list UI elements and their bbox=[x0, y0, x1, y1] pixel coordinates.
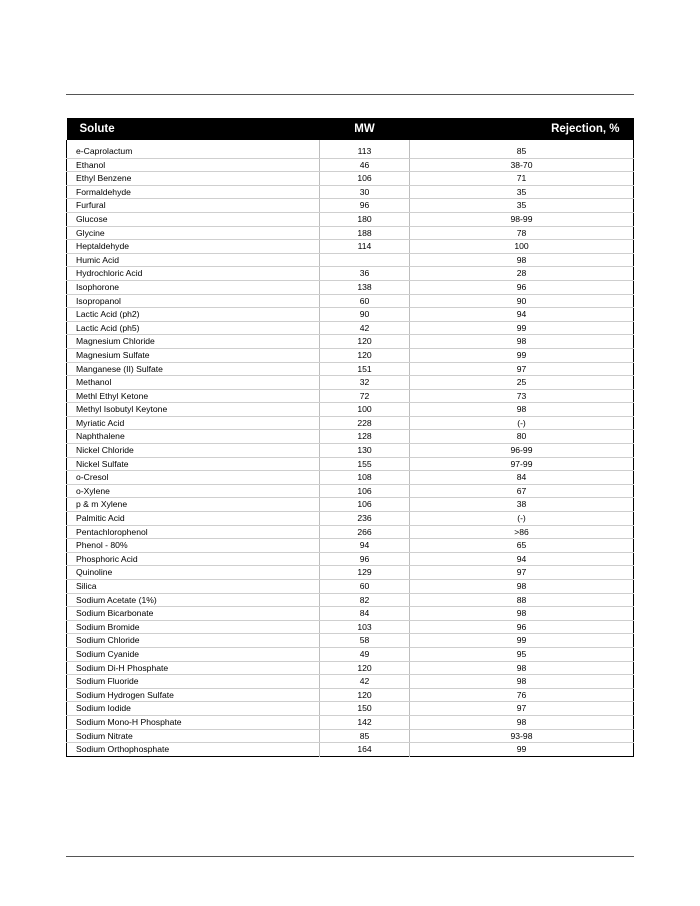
cell-mw: 46 bbox=[320, 158, 410, 172]
cell-rejection: 98 bbox=[410, 253, 634, 267]
table-row bbox=[67, 240, 634, 254]
cell-rejection: 98 bbox=[410, 403, 634, 417]
cell-rejection: 88 bbox=[410, 593, 634, 607]
cell-rejection: (-) bbox=[410, 512, 634, 526]
cell-mw: 30 bbox=[320, 185, 410, 199]
table-row bbox=[67, 348, 634, 362]
table-row bbox=[67, 620, 634, 634]
header-solute: Solute bbox=[67, 118, 320, 140]
cell-mw: 150 bbox=[320, 702, 410, 716]
cell-solute: Sodium Chloride bbox=[67, 634, 320, 648]
cell-mw bbox=[320, 253, 410, 267]
cell-solute: Sodium Bicarbonate bbox=[67, 607, 320, 621]
table-row bbox=[67, 172, 634, 186]
cell-rejection: 28 bbox=[410, 267, 634, 281]
cell-solute: Sodium Bromide bbox=[67, 620, 320, 634]
cell-solute: Sodium Di-H Phosphate bbox=[67, 661, 320, 675]
cell-rejection: 76 bbox=[410, 688, 634, 702]
table-row bbox=[67, 362, 634, 376]
cell-solute: Sodium Hydrogen Sulfate bbox=[67, 688, 320, 702]
cell-mw: 42 bbox=[320, 675, 410, 689]
cell-solute: Glycine bbox=[67, 226, 320, 240]
cell-mw: 108 bbox=[320, 471, 410, 485]
table-row bbox=[67, 715, 634, 729]
cell-mw: 142 bbox=[320, 715, 410, 729]
cell-mw: 266 bbox=[320, 525, 410, 539]
table-row bbox=[67, 253, 634, 267]
cell-solute: Ethyl Benzene bbox=[67, 172, 320, 186]
cell-solute: Naphthalene bbox=[67, 430, 320, 444]
cell-solute: o-Cresol bbox=[67, 471, 320, 485]
table-row bbox=[67, 675, 634, 689]
cell-mw: 96 bbox=[320, 552, 410, 566]
cell-solute: Sodium Acetate (1%) bbox=[67, 593, 320, 607]
cell-solute: Formaldehyde bbox=[67, 185, 320, 199]
table-row bbox=[67, 593, 634, 607]
cell-solute: Myriatic Acid bbox=[67, 416, 320, 430]
cell-rejection: 100 bbox=[410, 240, 634, 254]
cell-solute: Phosphoric Acid bbox=[67, 552, 320, 566]
cell-mw: 58 bbox=[320, 634, 410, 648]
table-row bbox=[67, 335, 634, 349]
table-row bbox=[67, 403, 634, 417]
cell-solute: e-Caprolactum bbox=[67, 145, 320, 158]
cell-rejection: 98-99 bbox=[410, 212, 634, 226]
cell-mw: 32 bbox=[320, 376, 410, 390]
table-row bbox=[67, 389, 634, 403]
cell-rejection: 99 bbox=[410, 634, 634, 648]
cell-rejection: 96 bbox=[410, 620, 634, 634]
cell-mw: 106 bbox=[320, 498, 410, 512]
cell-mw: 120 bbox=[320, 661, 410, 675]
cell-rejection: 73 bbox=[410, 389, 634, 403]
cell-rejection: 94 bbox=[410, 552, 634, 566]
cell-rejection: 67 bbox=[410, 484, 634, 498]
cell-solute: Magnesium Chloride bbox=[67, 335, 320, 349]
cell-mw: 36 bbox=[320, 267, 410, 281]
table-row bbox=[67, 185, 634, 199]
cell-mw: 129 bbox=[320, 566, 410, 580]
cell-rejection: 98 bbox=[410, 335, 634, 349]
cell-solute: Lactic Acid (ph2) bbox=[67, 308, 320, 322]
table-row bbox=[67, 634, 634, 648]
cell-solute: Methyl Isobutyl Keytone bbox=[67, 403, 320, 417]
cell-rejection: 97 bbox=[410, 566, 634, 580]
table-row bbox=[67, 661, 634, 675]
cell-mw: 60 bbox=[320, 580, 410, 594]
table-row bbox=[67, 539, 634, 553]
cell-rejection: 99 bbox=[410, 348, 634, 362]
cell-solute: Nickel Sulfate bbox=[67, 457, 320, 471]
cell-rejection: 93-98 bbox=[410, 729, 634, 743]
cell-solute: Silica bbox=[67, 580, 320, 594]
table-row bbox=[67, 607, 634, 621]
cell-rejection: 98 bbox=[410, 661, 634, 675]
table-row bbox=[67, 580, 634, 594]
cell-rejection: 99 bbox=[410, 321, 634, 335]
table-row bbox=[67, 688, 634, 702]
cell-solute: Humic Acid bbox=[67, 253, 320, 267]
cell-mw: 84 bbox=[320, 607, 410, 621]
cell-solute: Glucose bbox=[67, 212, 320, 226]
cell-solute: Palmitic Acid bbox=[67, 512, 320, 526]
cell-mw: 138 bbox=[320, 280, 410, 294]
cell-rejection: 94 bbox=[410, 308, 634, 322]
cell-solute: Sodium Orthophosphate bbox=[76, 744, 170, 755]
table-row bbox=[67, 457, 634, 471]
cell-solute: Manganese (II) Sulfate bbox=[67, 362, 320, 376]
cell-solute: Ethanol bbox=[67, 158, 320, 172]
table-row bbox=[67, 416, 634, 430]
table-row bbox=[67, 566, 634, 580]
cell-solute: Methl Ethyl Ketone bbox=[67, 389, 320, 403]
cell-mw: 113 bbox=[320, 145, 410, 158]
cell-rejection: 38 bbox=[410, 498, 634, 512]
cell-solute: o-Xylene bbox=[67, 484, 320, 498]
cell-rejection: 98 bbox=[410, 675, 634, 689]
table-row bbox=[67, 498, 634, 512]
cell-mw: 120 bbox=[320, 688, 410, 702]
cell-rejection: (-) bbox=[410, 416, 634, 430]
cell-mw: 236 bbox=[320, 512, 410, 526]
header-row bbox=[67, 118, 634, 140]
cell-solute: Furfural bbox=[67, 199, 320, 213]
cell-mw: 120 bbox=[320, 348, 410, 362]
cell-solute: Sodium Nitrate bbox=[67, 729, 320, 743]
header-mw: MW bbox=[320, 118, 410, 140]
cell-rejection: 71 bbox=[410, 172, 634, 186]
cell-mw: 114 bbox=[320, 240, 410, 254]
table-row bbox=[67, 729, 634, 743]
cell-mw: 94 bbox=[320, 539, 410, 553]
cell-solute: Quinoline bbox=[67, 566, 320, 580]
table-row bbox=[67, 743, 634, 757]
table-row bbox=[67, 226, 634, 240]
cell-mw: 106 bbox=[320, 484, 410, 498]
table-row bbox=[67, 158, 634, 172]
cell-mw: 103 bbox=[320, 620, 410, 634]
cell-rejection: >86 bbox=[410, 525, 634, 539]
cell-mw: 106 bbox=[320, 172, 410, 186]
cell-rejection: 80 bbox=[410, 430, 634, 444]
cell-solute: Sodium Cyanide bbox=[67, 647, 320, 661]
cell-rejection: 95 bbox=[410, 647, 634, 661]
table-row bbox=[67, 702, 634, 716]
cell-solute: Lactic Acid (ph5) bbox=[67, 321, 320, 335]
cell-solute: Pentachlorophenol bbox=[67, 525, 320, 539]
cell-solute: Nickel Chloride bbox=[67, 444, 320, 458]
cell-rejection: 97-99 bbox=[410, 457, 634, 471]
table-row bbox=[67, 199, 634, 213]
cell-rejection: 98 bbox=[410, 715, 634, 729]
cell-mw: 96 bbox=[320, 199, 410, 213]
cell-solute: Phenol - 80% bbox=[67, 539, 320, 553]
cell-mw: 228 bbox=[320, 416, 410, 430]
table-row bbox=[67, 280, 634, 294]
cell-rejection: 38-70 bbox=[410, 158, 634, 172]
cell-mw: 90 bbox=[320, 308, 410, 322]
table-row bbox=[67, 512, 634, 526]
cell-solute: Heptaldehyde bbox=[67, 240, 320, 254]
table-header bbox=[67, 118, 634, 140]
cell-rejection: 35 bbox=[410, 199, 634, 213]
cell-solute: Isophorone bbox=[67, 280, 320, 294]
cell-rejection: 85 bbox=[410, 145, 634, 158]
cell-mw: 82 bbox=[320, 593, 410, 607]
cell-rejection: 25 bbox=[410, 376, 634, 390]
table-body bbox=[67, 140, 634, 756]
cell-mw: 60 bbox=[320, 294, 410, 308]
rejection-table-container bbox=[66, 118, 634, 757]
cell-solute: Methanol bbox=[67, 376, 320, 390]
table-row bbox=[67, 444, 634, 458]
cell-rejection: 98 bbox=[410, 580, 634, 594]
table-row bbox=[67, 430, 634, 444]
cell-solute: p & m Xylene bbox=[67, 498, 320, 512]
header-rejection: Rejection, % bbox=[410, 118, 634, 140]
cell-solute: Isopropanol bbox=[67, 294, 320, 308]
cell-rejection: 78 bbox=[410, 226, 634, 240]
cell-rejection: 98 bbox=[410, 607, 634, 621]
cell-mw: 188 bbox=[320, 226, 410, 240]
cell-rejection: 97 bbox=[410, 362, 634, 376]
cell-solute: Sodium Fluoride bbox=[67, 675, 320, 689]
cell-mw: 49 bbox=[320, 647, 410, 661]
table-row bbox=[67, 308, 634, 322]
cell-mw: 151 bbox=[320, 362, 410, 376]
table-row bbox=[67, 647, 634, 661]
header-rule bbox=[66, 94, 634, 95]
cell-rejection: 84 bbox=[410, 471, 634, 485]
footer-rule bbox=[66, 856, 634, 857]
cell-solute: Magnesium Sulfate bbox=[67, 348, 320, 362]
table-row bbox=[67, 471, 634, 485]
cell-rejection: 65 bbox=[410, 539, 634, 553]
table-row bbox=[67, 145, 634, 158]
table-row bbox=[67, 552, 634, 566]
table-row bbox=[67, 484, 634, 498]
cell-mw: 100 bbox=[320, 403, 410, 417]
cell-rejection: 99 bbox=[410, 743, 634, 757]
rejection-table bbox=[66, 118, 634, 757]
cell-mw: 155 bbox=[320, 457, 410, 471]
table-row bbox=[67, 267, 634, 281]
cell-solute: Hydrochloric Acid bbox=[67, 267, 320, 281]
cell-mw: 120 bbox=[320, 335, 410, 349]
cell-rejection: 35 bbox=[410, 185, 634, 199]
cell-rejection: 90 bbox=[410, 294, 634, 308]
cell-rejection: 96-99 bbox=[410, 444, 634, 458]
cell-mw: 130 bbox=[320, 444, 410, 458]
cell-rejection: 96 bbox=[410, 280, 634, 294]
table-row bbox=[67, 525, 634, 539]
cell-mw: 85 bbox=[320, 729, 410, 743]
table-row bbox=[67, 212, 634, 226]
table-row bbox=[67, 376, 634, 390]
cell-solute: Sodium Iodide bbox=[67, 702, 320, 716]
table-row bbox=[67, 321, 634, 335]
cell-mw: 128 bbox=[320, 430, 410, 444]
cell-mw: 42 bbox=[320, 321, 410, 335]
cell-rejection: 97 bbox=[410, 702, 634, 716]
cell-mw: 72 bbox=[320, 389, 410, 403]
cell-mw: 164 bbox=[320, 743, 410, 757]
cell-solute: Sodium Mono-H Phosphate bbox=[67, 715, 320, 729]
table-row bbox=[67, 294, 634, 308]
cell-mw: 180 bbox=[320, 212, 410, 226]
